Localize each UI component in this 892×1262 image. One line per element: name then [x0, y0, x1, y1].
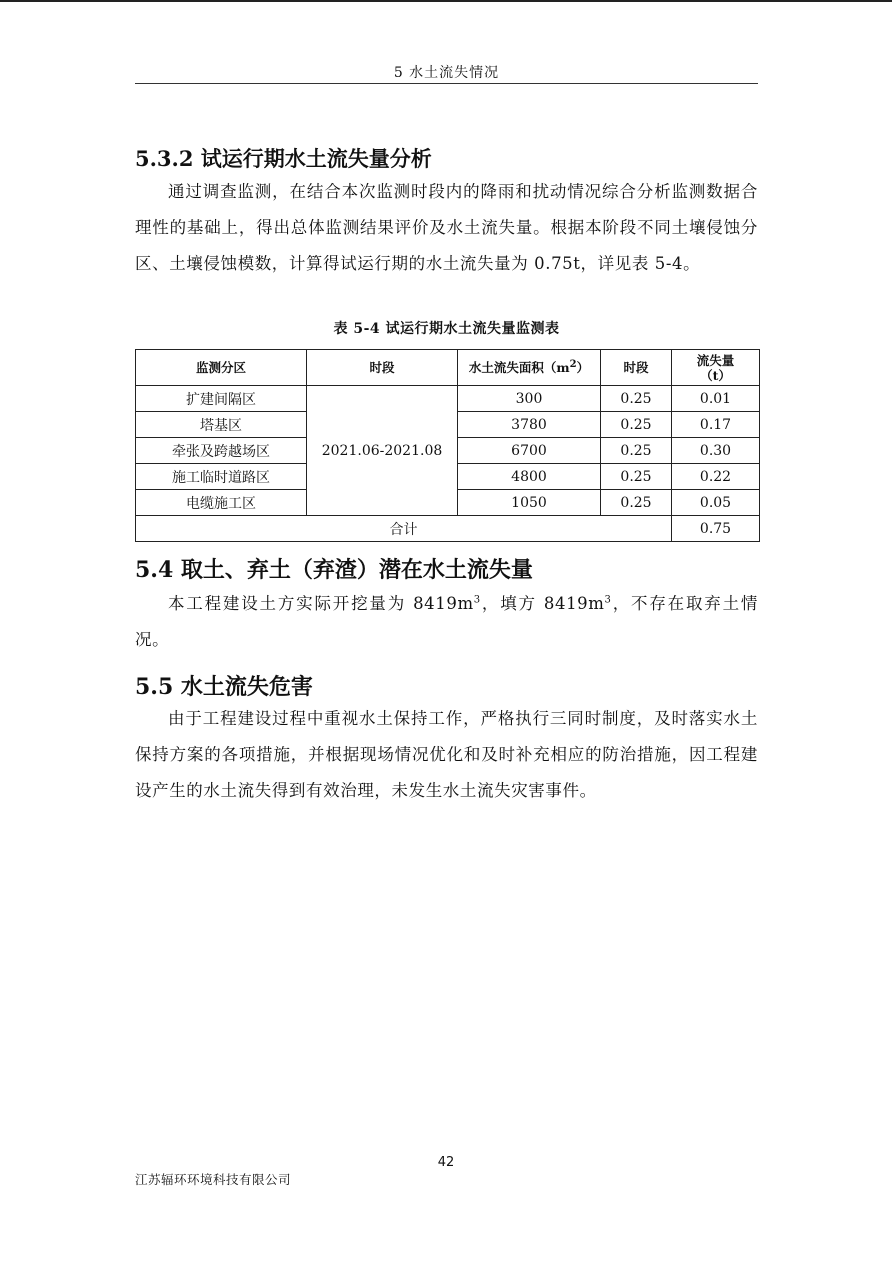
area-cell: 3780 — [458, 412, 601, 438]
area-cell: 4800 — [458, 464, 601, 490]
zone-cell: 牵张及跨越场区 — [136, 438, 307, 464]
duration-cell: 0.25 — [601, 464, 672, 490]
running-header: 5 水土流失情况 — [393, 65, 500, 81]
section-5-4-paragraph: 本工程建设土方实际开挖量为 $8419m^3$，填方 $8419m^3$，不存在取弃土情况。 — [135, 594, 758, 649]
area-cell: 1050 — [458, 490, 601, 516]
duration-cell: 0.25 — [601, 438, 672, 464]
duration-cell: 0.25 — [601, 386, 672, 412]
header-duration: 时段 — [601, 350, 672, 386]
top-border-rule — [0, 0, 892, 2]
table-total-row — [136, 516, 760, 542]
zone-cell: 塔基区 — [136, 412, 307, 438]
header-rule — [135, 83, 758, 84]
page-number: 42 — [437, 1155, 455, 1170]
footer-company: 江苏辐环环境科技有限公司 — [135, 1172, 292, 1187]
zone-cell: 扩建间隔区 — [136, 386, 307, 412]
header-period: 时段 — [307, 350, 458, 386]
loss-cell: 0.17 — [672, 412, 760, 438]
loss-cell: 0.30 — [672, 438, 760, 464]
section-5-3-2-paragraph: 通过调查监测，在结合本次监测时段内的降雨和扰动情况综合分析监测数据合理性的基础上，得出总体监测结果评价及水土流失量。根据本阶段不同土壤侵蚀分区、土壤侵蚀模数，计算得试运行期的水土流失量为 0.75t，详见表 5-4。 — [135, 182, 758, 273]
header-loss: 流失量 （t） — [672, 350, 760, 386]
section-5-3-2-heading: 5.3.2 试运行期水土流失量分析 — [135, 146, 432, 171]
total-label: 合计 — [136, 516, 672, 542]
section-5-4-heading: 5.4 取土、弃土（弃渣）潜在水土流失量 — [135, 557, 533, 583]
duration-cell: 0.25 — [601, 490, 672, 516]
zone-cell: 电缆施工区 — [136, 490, 307, 516]
total-value: 0.75 — [672, 516, 760, 542]
area-cell: 300 — [458, 386, 601, 412]
loss-cell: 0.01 — [672, 386, 760, 412]
table-header-row — [136, 350, 760, 386]
table-row — [136, 386, 760, 412]
section-5-5-paragraph: 由于工程建设过程中重视水土保持工作，严格执行三同时制度，及时落实水土保持方案的各项措施，并根据现场情况优化和及时补充相应的防治措施，因工程建设产生的水土流失得到有效治理，未发生水土流失灾害事件。 — [135, 709, 758, 800]
section-5-5-heading: 5.5 水土流失危害 — [135, 674, 313, 700]
header-zone: 监测分区 — [136, 350, 307, 386]
zone-cell: 施工临时道路区 — [136, 464, 307, 490]
table-caption: 表 5-4 试运行期水土流失量监测表 — [333, 321, 560, 337]
duration-cell: 0.25 — [601, 412, 672, 438]
period-cell: 2021.06-2021.08 — [307, 386, 458, 516]
area-cell: 6700 — [458, 438, 601, 464]
monitoring-table — [135, 349, 760, 542]
header-area: 水土流失面积$(m^2)$ — [458, 350, 601, 386]
loss-cell: 0.05 — [672, 490, 760, 516]
loss-cell: 0.22 — [672, 464, 760, 490]
